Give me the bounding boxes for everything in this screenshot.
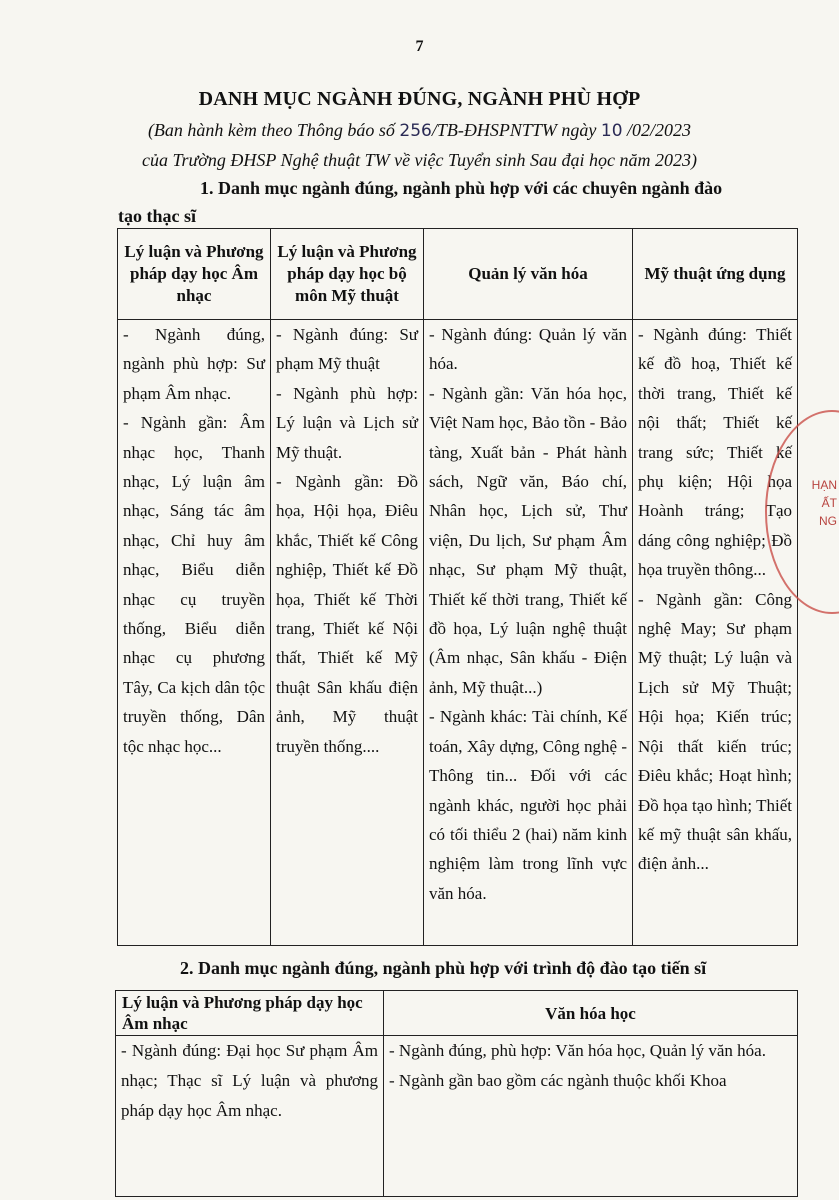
masters-body-row — [118, 320, 798, 946]
subtitle-mid: /TB-ĐHSPNTTW ngày — [431, 120, 601, 140]
masters-cell: - Ngành đúng: Quản lý văn hóa. - Ngành gần: Văn hóa học, Việt Nam học, Bảo tồn - Bảo tàng, Xuất bản - Phát hành sách, Ngữ văn, Báo chí, Nhân học, Lịch sử, Thư viện, Du lịch, Sư phạm Âm nhạc, Sư phạm Mỹ thuật, Thiết kế thời trang, Thiết kế đồ họa, Lý luận nghệ thuật (Âm nhạc, Sân khấu - Điện ảnh, Mỹ thuật...) - Ngành khác: Tài chính, Kế toán, Xây dựng, Công nghệ - Thông tin... Đối với các ngành khác, người học phải có tối thiểu 2 (hai) năm kinh nghiệm làm trong lĩnh vực văn hóa. — [424, 320, 633, 946]
masters-table — [117, 228, 798, 946]
subtitle-line-2: của Trường ĐHSP Nghệ thuật TW về việc Tuyển sinh Sau đại học năm 2023) — [141, 150, 698, 170]
subtitle-line-1 — [0, 120, 839, 141]
subtitle-suffix: /02/2023 — [622, 120, 692, 140]
doctoral-table — [115, 990, 798, 1197]
masters-cell: - Ngành đúng, ngành phù hợp: Sư phạm Âm nhạc. - Ngành gần: Âm nhạc học, Thanh nhạc, Lý luận âm nhạc, Sáng tác âm nhạc, Chỉ huy âm nhạc, Biểu diễn nhạc cụ truyền thống, Biểu diễn nhạc cụ phương Tây, Ca kịch dân tộc truyền thống, Dân tộc nhạc học... — [118, 320, 271, 946]
section-1-heading-cont: tạo thạc sĩ — [118, 206, 196, 226]
doctoral-cell: - Ngành đúng: Đại học Sư phạm Âm nhạc; Thạc sĩ Lý luận và phương pháp dạy học Âm nhạc. — [116, 1036, 384, 1197]
masters-header-row — [118, 229, 798, 320]
handwritten-day: 10 — [600, 121, 623, 141]
subtitle-prefix: (Ban hành kèm theo Thông báo số — [147, 120, 400, 140]
masters-cell: - Ngành đúng: Thiết kế đồ hoạ, Thiết kế thời trang, Thiết kế nội thất; Thiết kế trang sức; Thiết kế phụ kiện; Hội họa Hoành tráng; Tạo dáng công nghiệp; Đồ họa truyền thông... - Ngành gần: Công nghệ May; Sư phạm Mỹ thuật; Lý luận và Lịch sử Mỹ Thuật; Hội họa; Kiến trúc; Nội thất kiến trúc; Điêu khắc; Hoạt hình; Đồ họa tạo hình; Thiết kế mỹ thuật sân khấu, điện ảnh... — [633, 320, 798, 946]
stamp-text: NG — [819, 514, 837, 528]
doctoral-body-row — [116, 1036, 798, 1197]
doctoral-cell: - Ngành đúng, phù hợp: Văn hóa học, Quản lý văn hóa. - Ngành gần bao gồm các ngành thuộc khối Khoa — [384, 1036, 798, 1197]
masters-header-cell: Lý luận và Phương pháp dạy học bộ môn Mỹ thuật — [271, 229, 424, 320]
stamp-text: ẤT — [821, 496, 837, 510]
doctoral-header-cell: Văn hóa học — [384, 991, 798, 1036]
masters-cell: - Ngành đúng: Sư phạm Mỹ thuật - Ngành phù hợp: Lý luận và Lịch sử Mỹ thuật. - Ngành gần: Đồ họa, Hội họa, Điêu khắc, Thiết kế Công nghiệp, Thiết kế Đồ họa, Thiết kế Thời trang, Thiết kế Nội thất, Thiết kế Mỹ thuật Sân khấu điện ảnh, Mỹ thuật truyền thống.... — [271, 320, 424, 946]
masters-header-cell: Quản lý văn hóa — [424, 229, 633, 320]
stamp-text: HẠN — [811, 478, 837, 492]
doctoral-header-row — [116, 991, 798, 1036]
masters-header-cell: Mỹ thuật ứng dụng — [633, 229, 798, 320]
doctoral-header-cell: Lý luận và Phương pháp dạy học Âm nhạc — [116, 991, 384, 1036]
document-title: DANH MỤC NGÀNH ĐÚNG, NGÀNH PHÙ HỢP — [198, 88, 641, 110]
section-2-heading: 2. Danh mục ngành đúng, ngành phù hợp với trình độ đào tạo tiến sĩ — [180, 958, 707, 978]
masters-header-cell: Lý luận và Phương pháp dạy học Âm nhạc — [118, 229, 271, 320]
handwritten-number: 256 — [399, 121, 432, 141]
page-number: 7 — [415, 38, 424, 55]
section-1-heading: 1. Danh mục ngành đúng, ngành phù hợp với các chuyên ngành đào — [200, 178, 723, 198]
